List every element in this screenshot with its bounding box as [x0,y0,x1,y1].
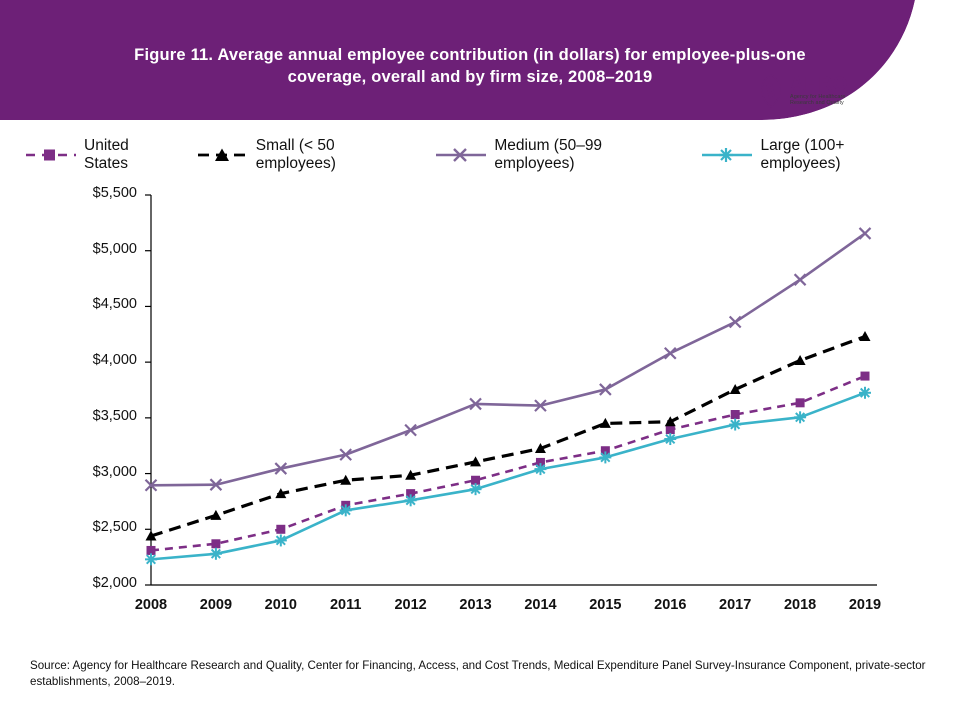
x-tick-label: 2017 [719,597,752,613]
data-point-marker-asterisk [859,387,871,399]
x-tick-label: 2015 [589,597,622,613]
data-point-marker-triangle [210,510,221,520]
legend-swatch-x-icon [434,146,488,164]
data-point-marker-x [405,425,416,436]
data-point-marker-asterisk [275,534,287,546]
legend-swatch-dashed-triangle-icon [196,146,250,164]
x-tick-label: 2012 [394,597,427,613]
x-tick-label: 2013 [459,597,492,613]
legend-swatch-dashed-square-icon [24,146,78,164]
legend-item-medium[interactable] [434,137,674,173]
chart-plot-area [0,175,960,635]
ahrq-logo [758,68,938,114]
y-tick-label: $3,500 [92,407,137,424]
y-tick-label: $5,500 [92,185,137,201]
x-tick-label: 2019 [848,597,882,613]
data-point-marker-square [861,372,870,381]
legend-label-united-states: United States [84,137,129,172]
legend-label-medium: Medium (50–99 employees) [494,137,603,172]
x-tick-label: 2014 [524,597,557,613]
data-point-marker-asterisk [340,504,352,516]
data-point-marker-triangle [795,355,806,365]
data-point-marker-asterisk [729,419,741,431]
y-tick-label: $3,000 [92,463,137,480]
data-point-marker-x [860,228,871,239]
legend-item-large[interactable] [700,137,918,173]
hhs-seal-icon [758,74,784,108]
data-point-marker-square [796,398,805,407]
x-tick-label: 2009 [199,597,233,613]
data-point-marker-x [665,348,676,359]
x-tick-label: 2011 [329,597,362,613]
data-point-marker-asterisk [145,553,157,565]
x-tick-label: 2016 [654,597,687,613]
y-tick-label: $4,500 [92,296,137,313]
legend-label-small: Small (< 50 employees) [255,137,336,172]
page-header [0,0,960,120]
data-point-marker-square [211,539,220,548]
data-point-marker-asterisk [405,494,417,506]
data-point-marker-x [730,317,741,328]
legend-item-united-states[interactable] [24,137,170,173]
logo-tagline-line1: Agency for Healthcare [790,94,846,101]
data-point-marker-asterisk [664,433,676,445]
data-point-marker-triangle [860,331,871,341]
logo-tagline-line2: Research and Quality [790,99,844,106]
series-3 [146,228,871,491]
chart-legend [24,137,944,172]
data-point-marker-asterisk [210,548,222,560]
data-point-marker-square [731,410,740,419]
data-point-marker-asterisk [534,463,546,475]
x-tick-label: 2010 [264,597,297,613]
data-point-marker-asterisk [794,411,806,423]
y-tick-label: $5,000 [92,240,137,257]
data-point-marker-x [795,274,806,285]
chart-axes [145,195,877,585]
data-point-marker-asterisk [470,483,482,495]
y-tick-label: $2,000 [92,575,137,591]
logo-wordmark: AHRQ [790,74,848,96]
series-2 [146,331,871,540]
legend-item-small[interactable] [196,137,409,173]
x-tick-label: 2018 [783,597,817,613]
series-1 [147,372,870,555]
legend-swatch-asterisk-icon [700,146,754,164]
y-tick-label: $4,000 [92,352,137,369]
x-tick-label: 2008 [134,597,168,613]
source-note: Source: Agency for Healthcare Research and Quality, Center for Financing, Access, and Cost Trends, Medical Expenditure Panel Survey-Insurance Component, private-sector establishments, 2008–2019. [30,659,926,688]
data-point-marker-square [276,525,285,534]
data-point-marker-asterisk [599,451,611,463]
page-title: Figure 11. Average annual employee contribution (in dollars) for employee-plus-one coverage, overall and by firm size, 2008–2019 [134,46,806,86]
y-tick-label: $2,500 [92,519,137,536]
data-point-marker-square [666,425,675,434]
data-point-marker-triangle [600,418,611,428]
line-chart-canvas [0,175,960,635]
legend-label-large: Large (100+ employees) [760,137,845,172]
